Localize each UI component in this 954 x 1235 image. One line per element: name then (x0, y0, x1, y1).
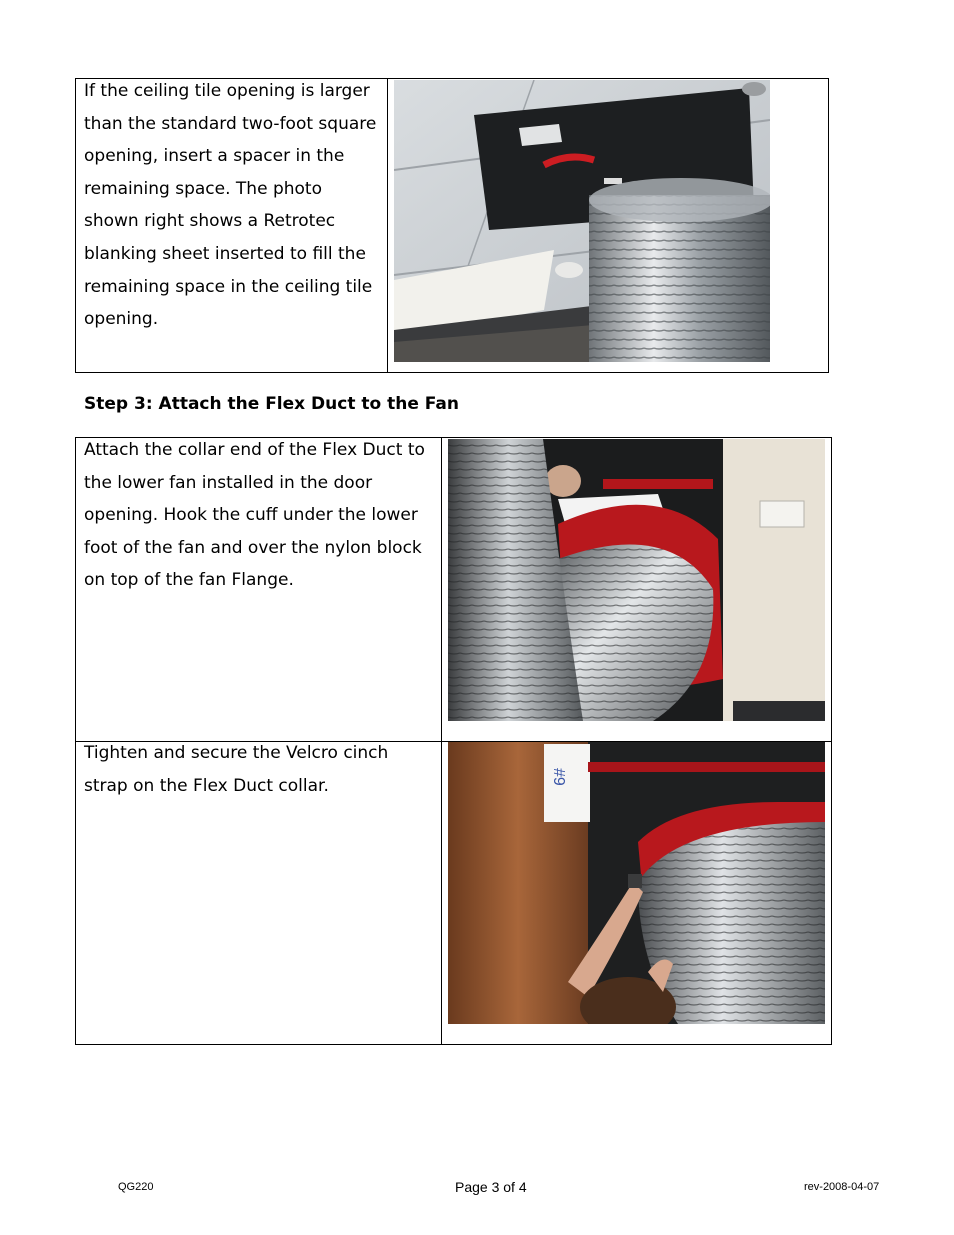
ceiling-tile-table (75, 78, 829, 373)
velcro-strap-photo (448, 742, 825, 1024)
revision-date: rev-2008-04-07 (804, 1181, 880, 1193)
document-id: QG220 (118, 1181, 154, 1193)
attach-collar-instructions: Attach the collar end of the Flex Duct to the lower fan installed in the door opening. Hook the cuff under the lower foot of the fan and over the nylon block on top of the fan Flange. (84, 440, 425, 591)
attach-collar-photo (448, 439, 825, 721)
page-number: Page 3 of 4 (455, 1179, 527, 1195)
svg-text:#9: #9 (550, 768, 567, 786)
table-divider (387, 79, 388, 372)
ceiling-tile-photo (394, 80, 770, 362)
ceiling-tile-instructions: If the ceiling tile opening is larger than the standard two-foot square opening, insert a spacer in the remaining space. The photo shown right shows a Retrotec blanking sheet inserted to fill the remaining space in the ceiling tile opening. (84, 81, 377, 330)
step-3-heading: Step 3: Attach the Flex Duct to the Fan (84, 394, 459, 414)
velcro-strap-instructions: Tighten and secure the Velcro cinch strap on the Flex Duct collar. (84, 743, 389, 796)
flex-duct-table (75, 437, 832, 1045)
